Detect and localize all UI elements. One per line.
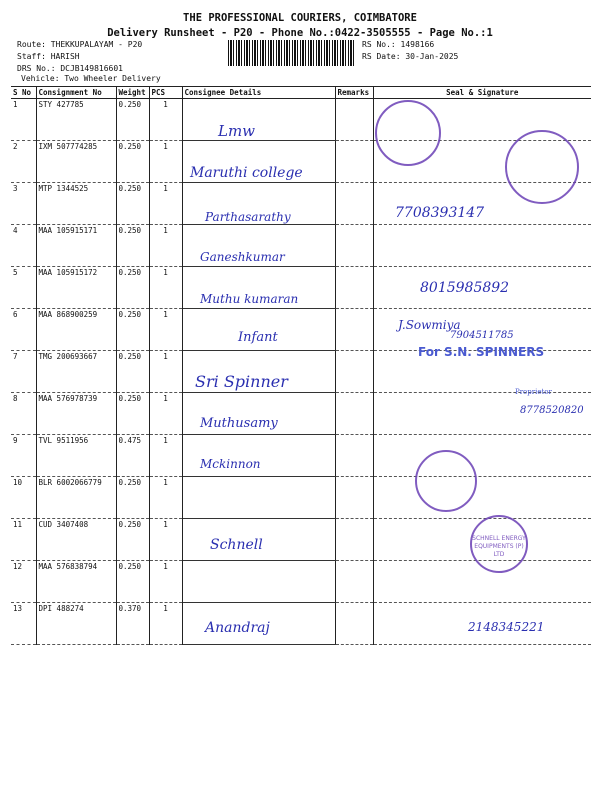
consignment-cell: DPI 488274 [36, 603, 116, 645]
seal-stamp-row2 [505, 130, 579, 204]
consignment-cell: MAA 105915171 [36, 225, 116, 267]
rs-date: RS Date: 30-Jan-2025 [362, 52, 459, 61]
seal-stamp-row1 [375, 100, 441, 166]
schnell-stamp: SCHNELL ENERGY EQUIPMENTS (P) LTD [470, 515, 528, 573]
remarks-cell [335, 603, 373, 645]
seal-stamp-row10 [415, 450, 477, 512]
hw-consignee-1: Lmw [218, 122, 256, 140]
weight-cell: 0.370 [116, 603, 149, 645]
sno-cell: 13 [11, 603, 36, 645]
table-row [11, 393, 591, 435]
table-row [11, 435, 591, 477]
remarks-cell [335, 141, 373, 183]
hw-consignee-8: Muthusamy [200, 416, 278, 431]
pcs-cell: 1 [149, 603, 182, 645]
weight-cell: 0.250 [116, 351, 149, 393]
sn-spinners-stamp: For S.N. SPINNERS [418, 345, 545, 359]
hw-consignee-6: Infant [238, 330, 278, 345]
consignment-cell: BLR 6002066779 [36, 477, 116, 519]
sno-cell: 1 [11, 99, 36, 141]
route-label: Route: THEKKUPALAYAM - P20 [17, 40, 143, 49]
table-row [11, 183, 591, 225]
col-consignee: Consignee Details [182, 87, 335, 99]
vehicle-label: Vehicle: Two Wheeler Delivery [21, 74, 161, 83]
seal-cell [373, 435, 591, 477]
weight-cell: 0.250 [116, 183, 149, 225]
remarks-cell [335, 267, 373, 309]
remarks-cell [335, 351, 373, 393]
pcs-cell: 1 [149, 141, 182, 183]
consignment-cell: MAA 868900259 [36, 309, 116, 351]
col-pcs: PCS [149, 87, 182, 99]
company-title: THE PROFESSIONAL COURIERS, COIMBATORE [183, 12, 417, 24]
sno-cell: 3 [11, 183, 36, 225]
weight-cell: 0.250 [116, 141, 149, 183]
weight-cell: 0.250 [116, 309, 149, 351]
hw-consignee-13: Anandraj [205, 620, 270, 636]
weight-cell: 0.250 [116, 393, 149, 435]
hw-consignee-9: Mckinnon [200, 457, 261, 471]
hw-phone-6: 7904511785 [450, 330, 514, 341]
seal-cell [373, 477, 591, 519]
sno-cell: 9 [11, 435, 36, 477]
remarks-cell [335, 183, 373, 225]
hw-consignee-3: Parthasarathy [205, 210, 291, 224]
remarks-cell [335, 561, 373, 603]
remarks-cell [335, 99, 373, 141]
weight-cell: 0.250 [116, 267, 149, 309]
pcs-cell: 1 [149, 183, 182, 225]
hw-phone-13: 2148345221 [468, 620, 545, 634]
remarks-cell [335, 477, 373, 519]
pcs-cell: 1 [149, 519, 182, 561]
drs-number: DRS No.: DCJB149816601 [17, 64, 123, 73]
consignee-cell [182, 561, 335, 603]
hw-consignee-11: Schnell [210, 537, 263, 553]
staff-label: Staff: HARISH [17, 52, 80, 61]
weight-cell: 0.250 [116, 225, 149, 267]
pcs-cell: 1 [149, 561, 182, 603]
consignment-cell: MAA 105915172 [36, 267, 116, 309]
pcs-cell: 1 [149, 351, 182, 393]
col-remarks: Remarks [335, 87, 373, 99]
sno-cell: 10 [11, 477, 36, 519]
hw-name-6: J.Sowmiya [398, 318, 461, 332]
consignment-cell: CUD 3407408 [36, 519, 116, 561]
weight-cell: 0.250 [116, 561, 149, 603]
consignment-cell: MAA 576838794 [36, 561, 116, 603]
pcs-cell: 1 [149, 309, 182, 351]
runsheet-subtitle: Delivery Runsheet - P20 - Phone No.:0422-3505555 - Page No.:1 [107, 27, 493, 39]
hw-consignee-4: Ganeshkumar [200, 250, 285, 264]
hw-consignee-5: Muthu kumaran [200, 292, 299, 306]
pcs-cell: 1 [149, 267, 182, 309]
sno-cell: 11 [11, 519, 36, 561]
barcode [228, 40, 354, 66]
remarks-cell [335, 225, 373, 267]
weight-cell: 0.250 [116, 477, 149, 519]
pcs-cell: 1 [149, 435, 182, 477]
table-header-row [11, 87, 591, 99]
pcs-cell: 1 [149, 393, 182, 435]
rs-number: RS No.: 1498166 [362, 40, 435, 49]
sno-cell: 5 [11, 267, 36, 309]
hw-phone-3: 7708393147 [395, 205, 485, 221]
consignment-cell: TMG 200693667 [36, 351, 116, 393]
weight-cell: 0.475 [116, 435, 149, 477]
col-consignment: Consignment No [36, 87, 116, 99]
seal-cell [373, 225, 591, 267]
remarks-cell [335, 435, 373, 477]
consignment-cell: STY 427785 [36, 99, 116, 141]
sno-cell: 12 [11, 561, 36, 603]
hw-phone-8: 8778520820 [520, 405, 584, 416]
remarks-cell [335, 519, 373, 561]
sno-cell: 4 [11, 225, 36, 267]
weight-cell: 0.250 [116, 99, 149, 141]
col-sno: S No [11, 87, 36, 99]
proprietor-stamp: Proprietor [515, 388, 552, 396]
weight-cell: 0.250 [116, 519, 149, 561]
consignee-cell [182, 99, 335, 141]
pcs-cell: 1 [149, 225, 182, 267]
consignment-cell: TVL 9511956 [36, 435, 116, 477]
table-row [11, 225, 591, 267]
sno-cell: 7 [11, 351, 36, 393]
col-seal: Seal & Signature [373, 87, 591, 99]
remarks-cell [335, 393, 373, 435]
sno-cell: 6 [11, 309, 36, 351]
pcs-cell: 1 [149, 99, 182, 141]
remarks-cell [335, 309, 373, 351]
hw-consignee-7: Sri Spinner [195, 372, 288, 391]
sno-cell: 2 [11, 141, 36, 183]
consignee-cell [182, 477, 335, 519]
hw-phone-5: 8015985892 [420, 280, 510, 296]
pcs-cell: 1 [149, 477, 182, 519]
consignment-cell: MTP 1344525 [36, 183, 116, 225]
col-weight: Weight [116, 87, 149, 99]
consignment-cell: IXM 507774285 [36, 141, 116, 183]
table-row [11, 99, 591, 141]
consignment-cell: MAA 576978739 [36, 393, 116, 435]
hw-consignee-2: Maruthi college [190, 165, 303, 181]
table-row [11, 477, 591, 519]
sno-cell: 8 [11, 393, 36, 435]
